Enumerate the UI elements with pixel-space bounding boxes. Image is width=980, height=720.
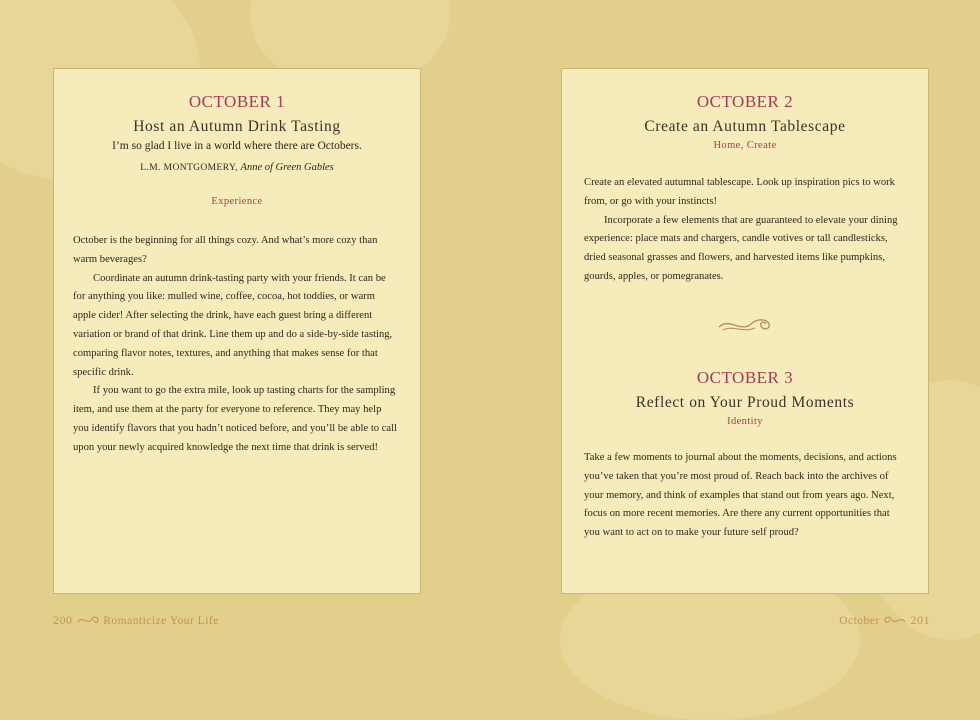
entry-body	[584, 449, 908, 543]
quote: I’m so glad I live in a world where there are Octobers.	[112, 140, 362, 152]
entry-body	[584, 174, 908, 287]
entry-tag: Identity	[727, 416, 763, 427]
left-page-panel	[53, 68, 421, 594]
paragraph: Coordinate an autumn drink-tasting party with your friends. It can be for anything you like: mulled wine, coffee, cocoa, hot toddies, or warm apple cider! After selecting the drink, have each guest bring a different variation or brand of that drink. Line them up and do a side-by-side tasting, comparing flavor notes, textures, and anything that makes sense for that specific drink.	[73, 272, 393, 378]
entry-title: Reflect on Your Proud Moments	[635, 394, 855, 411]
footer-swirl-icon	[76, 614, 100, 629]
entry-body	[73, 232, 398, 458]
paragraph: Take a few moments to journal about the moments, decisions, and actions you’ve taken that you’re most proud of. Reach back into the archives of your memory, and think of examples that stand out from years ago. Next, focus on more recent memories. Are there any current opportunities that you want to act on to make your future self proud?	[584, 452, 897, 539]
right-page-panel	[561, 68, 929, 594]
footer-swirl-icon	[883, 614, 907, 629]
swirl-ornament-icon	[562, 313, 928, 339]
entry-date: OCTOBER 1	[188, 92, 286, 111]
entry-tag: Home, Create	[713, 140, 777, 151]
paragraph: October is the beginning for all things cozy. And what’s more cozy than warm beverages?	[73, 235, 378, 265]
entry-title: Create an Autumn Tablescape	[644, 118, 846, 135]
footer-left	[53, 613, 219, 629]
paragraph: If you want to go the extra mile, look up tasting charts for the sampling item, and use them at the party for everyone to reference. They may help you identify flavors that you hadn’t noticed before, and you’ll be able to call upon your newly acquired knowledge the next time that drink is served!	[73, 385, 397, 453]
entry-tag: Experience	[211, 196, 263, 207]
section-name: October	[839, 615, 880, 627]
entry-date: OCTOBER 2	[696, 92, 794, 111]
footer-right	[839, 613, 930, 629]
page-number: 200	[53, 613, 73, 627]
entry-title: Host an Autumn Drink Tasting	[133, 118, 341, 135]
book-title: Romanticize Your Life	[103, 615, 219, 627]
page-number: 201	[910, 613, 930, 627]
attribution-work: Anne of Green Gables	[240, 162, 334, 173]
paragraph: Create an elevated autumnal tablescape. Look up inspiration pics to work from, or go with your instincts!	[584, 177, 895, 207]
entry-date: OCTOBER 3	[696, 368, 794, 387]
paragraph: Incorporate a few elements that are guaranteed to elevate your dining experience: place mats and chargers, candle votives or tall candlesticks, dried seasonal grasses and flowers, and harvested items like pumpkins, gourds, apples, or pomegranates.	[584, 214, 898, 282]
quote-attribution	[54, 161, 420, 175]
attribution-author: L.M. MONTGOMERY,	[140, 163, 241, 173]
